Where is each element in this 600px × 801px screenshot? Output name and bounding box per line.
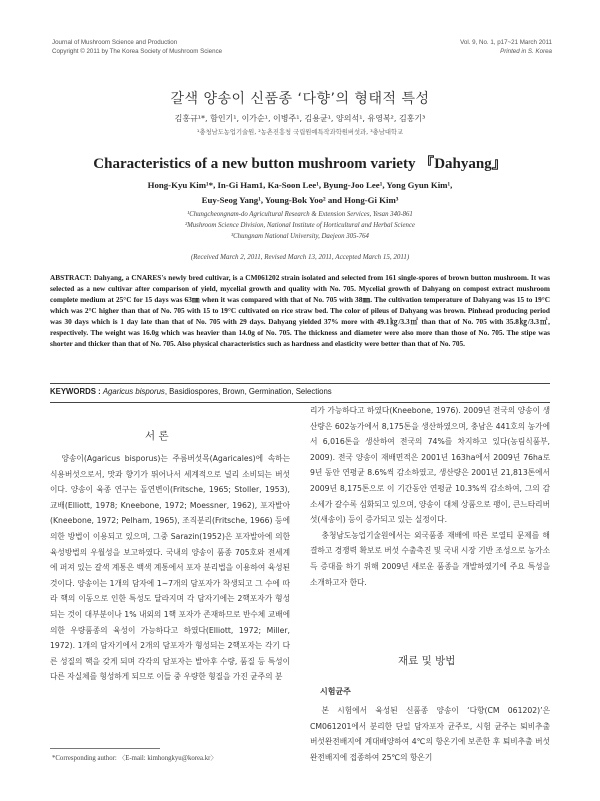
abstract: [50, 272, 550, 349]
abstract-text: Dahyang, a CNARES's newly bred cultivar, is a CM061202 strain isolated and selected from 161 single-spores of brown button mushroom. It was selected as a new cultivar after comparison of yield, mycelial growth and quality with No. 705. Mycelial growth of Dahyang on compost extract mushroom complete medium at 25°C for 15 days was 63㎜ when it was compared with that of No. 705 with 38㎜. The cultivation temperature of Dahyang was 15 to 19°C which was 2°C higher than that of No. 705 with 15 to 19°C cultivated on rice straw bed. The color of pileus of Dahyang was brown. Pinhead producing period was 30 days which is 1 day late than that of No. 705 with 29 days. Dahyang yielded 37% more with 49.1㎏/3.3㎡ than that of No. 705 with 35.8㎏/3.3㎡, respectively. The weight was 16.0g which was heavier than 14.0g of No. 705. The thickness and diameter were also more than those of No. 705. The stipe was shorter and thicker than that of No. 705. Also physical characteristics such as hardness and elasticity were better than that of No. 705.: [50, 273, 550, 348]
keywords-label: KEYWORDS :: [50, 387, 101, 396]
intro-paragraph-1-cont: 리가 가능하다고 하였다(Kneebone, 1976). 2009년 전국의 양송이 생산량은 602농가에서 8,175톤을 생산하였으며, 충남은 441호의 농가에서 6,016톤을 생산하여 전국의 74%를 차지하고 있다(농림식품부, 2009). 전국 양송이 재배면적은 2001년 163ha에서 2009년 76ha로 9년 동안 연평균 8.6%씩 감소하였고, 생산량은 2001년 21,813톤에서 2009년 8,175톤으로 이 기간동안 연평균 10.3%씩 감소하여, 그의 감소세가 갈수록 심화되고 있으며, 양송이 대체 상품으로 팽이, 큰느타리버섯(새송이) 등이 증가되고 있는 실정이다.: [310, 406, 550, 525]
corresponding-author-footnote: *Corresponding author: 〈E-mail: kimhongkyu@korea.kr〉: [52, 755, 218, 762]
keywords-species: Agaricus bisporus: [102, 387, 165, 396]
english-affiliation-3: ³Chungnam National University, Daejeon 305-764: [231, 233, 369, 240]
abstract-label: ABSTRACT:: [50, 273, 92, 282]
intro-paragraph-2: 충청남도농업기술원에서는 외국품종 재배에 따른 로열티 문제를 해결하고 경쟁력 확보로 버섯 수출촉진 및 국내 시장 기반 조성으로 농가소득 증대를 하기 위해 2009년 새로운 품종을 개발하였기에 주요 특성을 소개하고자 한다.: [310, 530, 550, 587]
korean-affiliations: ¹충청남도농업기술원, ²농촌진흥청 국립원예특작과학원버섯과, ³충남대학교: [196, 129, 404, 136]
intro-column-right: [310, 403, 550, 590]
korean-title: 갈색 양송이 신품종 ‘다향’의 형태적 특성: [170, 91, 430, 107]
received-dates: (Received March 2, 2011, Revised March 13, 2011, Accepted March 15, 2011): [190, 253, 410, 261]
methods-heading: 재료 및 방법: [398, 655, 456, 667]
copyright-line: Copyright © 2011 by The Korea Society of Mushroom Science: [52, 48, 223, 55]
footnote-rule: [50, 748, 160, 749]
keywords: [50, 387, 332, 396]
english-affiliation-1: ¹Chungcheongnam-do Agricultural Research & Extension Services, Yesan 340-861: [187, 211, 413, 218]
methods-paragraph: 본 시험에서 육성된 신품종 양송이 ‘다향(CM 061202)’은 CM061201에서 분리한 단일 담자포자 균주로, 시험 균주는 퇴비추출 버섯완전배지에 계대배양하여 4℃의 항온기에 보존한 후 퇴비추출 버섯완전배지에 접종하여 25℃의 항온기: [310, 706, 550, 762]
intro-heading: 서 론: [145, 430, 169, 442]
intro-column-left: [50, 451, 290, 685]
methods-column: [310, 703, 550, 765]
english-authors-line-1: Hong-Kyu Kim¹*, In-Gi Ham1, Ka-Soon Lee¹, Byung-Joo Lee¹, Yong Gyun Kim¹,: [147, 180, 453, 190]
keywords-list: , Basidiospores, Brown, Germination, Selections: [164, 387, 332, 396]
running-header-right: [460, 38, 552, 56]
journal-name: Journal of Mushroom Science and Production: [52, 39, 178, 46]
abstract-rule-top: [50, 383, 550, 384]
korean-authors: 김홍규¹*, 함인기¹, 이가순¹, 이병주¹, 김용균¹, 양의석¹, 유영복², 김홍기³: [174, 114, 426, 123]
english-authors-line-2: Euy-Seog Yang¹, Young-Bok Yoo² and Hong-Gi Kim³: [201, 195, 399, 205]
running-header-left: [52, 38, 222, 56]
methods-subheading: 시험균주: [320, 687, 351, 696]
printed-line: Printed in S. Korea: [500, 48, 552, 55]
intro-paragraph-1: 양송이(Agaricus bisporus)는 주름버섯목(Agaricales)에 속하는 식용버섯으로서, 맛과 향기가 뛰어나서 세계적으로 널리 소비되는 버섯이다. 양송이 육종 연구는 돌연변이(Fritsche, 1965; Stoller, 1953), 교배(Elliott, 1978; Kneebone, 1972; Moessner, 1962), 포자발아(Kneebone, 1972; Pelham, 1965), 조직분리(Fritsche, 1966) 등에 의한 방법이 이용되고 있으며, 그중 Sarazin(1952)은 포자발아에 의한 육성방법의 우월성을 보고하였다. 국내의 양송이 품종 705호와 전세계에 퍼져 있는 갈색 계통은 백색 계통에서 포자 분리법을 이용하여 육성된 것이다. 양송이는 1개의 담자에 1~7개의 담포자가 착생되고 그 수에 따라 핵의 이동으로 인한 특성도 달라지며 각 담자기에는 2핵포자가 형성되는 것이 대부분이나 1% 내외의 1핵 포자가 존재하므로 반수체 교배에 의한 우량품종의 육성이 가능하다고 하였다(Elliott, 1972; Miller, 1972). 1개의 담자기에서 2개의 담포자가 형성되는 2핵포자는 각기 다른 성질의 핵을 갖게 되며 각각의 담포자는 발아후 수량, 품질 등 특성이 다른 자실체를 형성하게 되므로 이들 중 우량한 형질을 가진 균주의 분: [50, 454, 290, 682]
english-title: Characteristics of a new button mushroom variety 『Dahyang』: [93, 156, 507, 172]
english-affiliation-2: ²Mushroom Science Division, National Institute of Horticultural and Herbal Science: [185, 222, 415, 229]
issue-line: Vol. 9, No. 1, p17~21 March 2011: [460, 39, 552, 46]
